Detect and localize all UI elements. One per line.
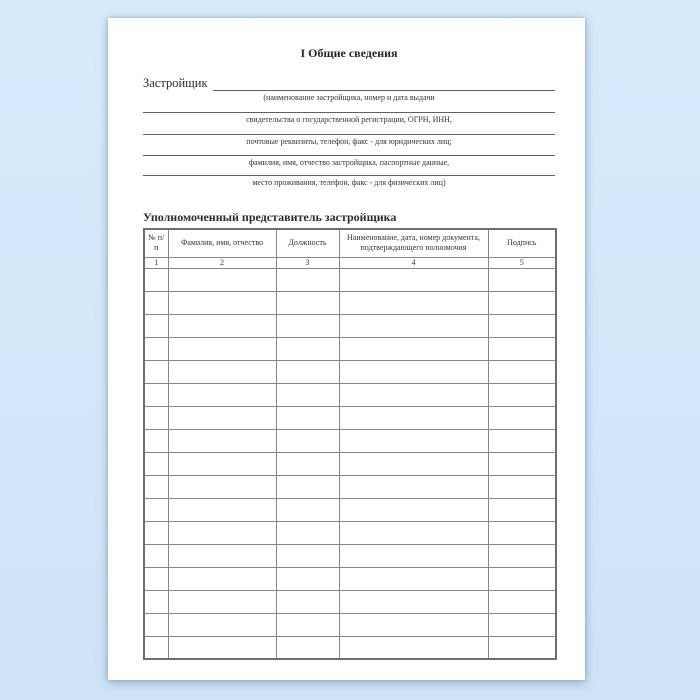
table-cell	[488, 314, 556, 337]
table-cell	[276, 337, 339, 360]
table-header-cell: Подпись	[488, 229, 556, 257]
table-cell	[488, 268, 556, 291]
developer-blank-line	[213, 73, 555, 91]
table-row	[144, 406, 556, 429]
table-cell	[276, 475, 339, 498]
table-cell	[276, 452, 339, 475]
field-caption-1: (наименование застройщика, номер и дата выдачи	[263, 93, 435, 102]
table-cell	[168, 314, 276, 337]
blank-line-3	[143, 125, 555, 135]
column-number-cell: 2	[168, 257, 276, 268]
table-cell	[168, 268, 276, 291]
table-row	[144, 291, 556, 314]
column-number-cell: 3	[276, 257, 339, 268]
table-cell	[168, 360, 276, 383]
table-row	[144, 383, 556, 406]
table-cell	[144, 613, 168, 636]
table-cell	[339, 544, 488, 567]
table-cell	[168, 383, 276, 406]
table-cell	[488, 498, 556, 521]
table-cell	[339, 360, 488, 383]
table-cell	[488, 636, 556, 659]
table-header-cell: № п/п	[144, 229, 168, 257]
table-row	[144, 498, 556, 521]
table-cell	[276, 521, 339, 544]
table-cell	[144, 498, 168, 521]
table-cell	[144, 268, 168, 291]
table-row	[144, 314, 556, 337]
table-cell	[276, 590, 339, 613]
table-cell	[339, 314, 488, 337]
table-row	[144, 429, 556, 452]
table-cell	[276, 636, 339, 659]
table-cell	[339, 406, 488, 429]
table-cell	[144, 567, 168, 590]
table-cell	[488, 567, 556, 590]
table-cell	[276, 544, 339, 567]
table-cell	[339, 613, 488, 636]
field-caption-3: почтовые реквизиты, телефон, факс - для юридических лиц;	[246, 137, 452, 146]
table-row	[144, 521, 556, 544]
table-row	[144, 452, 556, 475]
blank-line-5	[143, 168, 555, 176]
field-caption-2: свидетельства о государственной регистрации, ОГРН, ИНН,	[246, 115, 452, 124]
table-cell	[339, 498, 488, 521]
table-cell	[276, 498, 339, 521]
table-cell	[276, 429, 339, 452]
table-cell	[488, 360, 556, 383]
page-title: I Общие сведения	[300, 46, 398, 60]
table-cell	[144, 337, 168, 360]
table-cell	[488, 429, 556, 452]
table-cell	[276, 314, 339, 337]
table-cell	[168, 498, 276, 521]
table-cell	[144, 475, 168, 498]
developer-label: Застройщик	[143, 76, 208, 90]
table-cell	[276, 360, 339, 383]
table-cell	[339, 475, 488, 498]
table-cell	[339, 636, 488, 659]
table-cell	[339, 521, 488, 544]
table-cell	[144, 636, 168, 659]
table-cell	[168, 567, 276, 590]
column-number-cell: 4	[339, 257, 488, 268]
table-cell	[144, 521, 168, 544]
blank-line-2	[143, 103, 555, 113]
table-cell	[168, 452, 276, 475]
table-cell	[144, 360, 168, 383]
table-cell	[488, 475, 556, 498]
table-cell	[144, 383, 168, 406]
table-cell	[488, 383, 556, 406]
table-cell	[168, 613, 276, 636]
table-cell	[168, 475, 276, 498]
table-cell	[488, 521, 556, 544]
table-cell	[168, 291, 276, 314]
table-cell	[339, 337, 488, 360]
table-cell	[276, 406, 339, 429]
representative-heading: Уполномоченный представитель застройщика	[143, 210, 397, 224]
table-cell	[488, 337, 556, 360]
table-row	[144, 613, 556, 636]
developer-field-row	[143, 69, 555, 91]
table-row	[144, 567, 556, 590]
table-cell	[168, 406, 276, 429]
table-row	[144, 268, 556, 291]
table-row	[144, 360, 556, 383]
table-cell	[168, 429, 276, 452]
table-cell	[488, 452, 556, 475]
table-cell	[339, 291, 488, 314]
field-caption-5: место проживания, телефон, факс - для физических лиц)	[252, 178, 446, 187]
table-cell	[276, 383, 339, 406]
table-cell	[488, 590, 556, 613]
table-cell	[339, 567, 488, 590]
table-cell	[488, 406, 556, 429]
table-cell	[276, 613, 339, 636]
table-header-cell: Должность	[276, 229, 339, 257]
table-row	[144, 337, 556, 360]
table-header-cell: Наименование, дата, номер документа, подтверждающего полномочия	[339, 229, 488, 257]
table-row	[144, 590, 556, 613]
table-cell	[276, 268, 339, 291]
table-row	[144, 636, 556, 659]
table-cell	[488, 291, 556, 314]
table-cell	[168, 337, 276, 360]
blank-line-4	[143, 147, 555, 156]
table-cell	[168, 590, 276, 613]
table-cell	[276, 291, 339, 314]
table-header-cell: Фамилия, имя, отчество	[168, 229, 276, 257]
table-cell	[144, 544, 168, 567]
table-cell	[488, 544, 556, 567]
document-page	[108, 18, 585, 680]
table-row	[144, 475, 556, 498]
table-cell	[488, 613, 556, 636]
table-cell	[144, 291, 168, 314]
table-cell	[339, 383, 488, 406]
table-header-row	[144, 229, 556, 257]
column-number-cell: 1	[144, 257, 168, 268]
table-cell	[144, 406, 168, 429]
table-row	[144, 544, 556, 567]
column-number-row	[144, 257, 556, 268]
table-cell	[144, 590, 168, 613]
column-number-cell: 5	[488, 257, 556, 268]
table-cell	[339, 429, 488, 452]
table-cell	[144, 429, 168, 452]
table-cell	[168, 521, 276, 544]
table-cell	[168, 544, 276, 567]
table-cell	[339, 268, 488, 291]
table-cell	[168, 636, 276, 659]
representative-table	[143, 228, 557, 660]
table-cell	[144, 452, 168, 475]
table-cell	[339, 452, 488, 475]
field-caption-4: фамилия, имя, отчество застройщика, паспортные данные,	[248, 158, 450, 167]
table-cell	[276, 567, 339, 590]
table-cell	[144, 314, 168, 337]
table-cell	[339, 590, 488, 613]
